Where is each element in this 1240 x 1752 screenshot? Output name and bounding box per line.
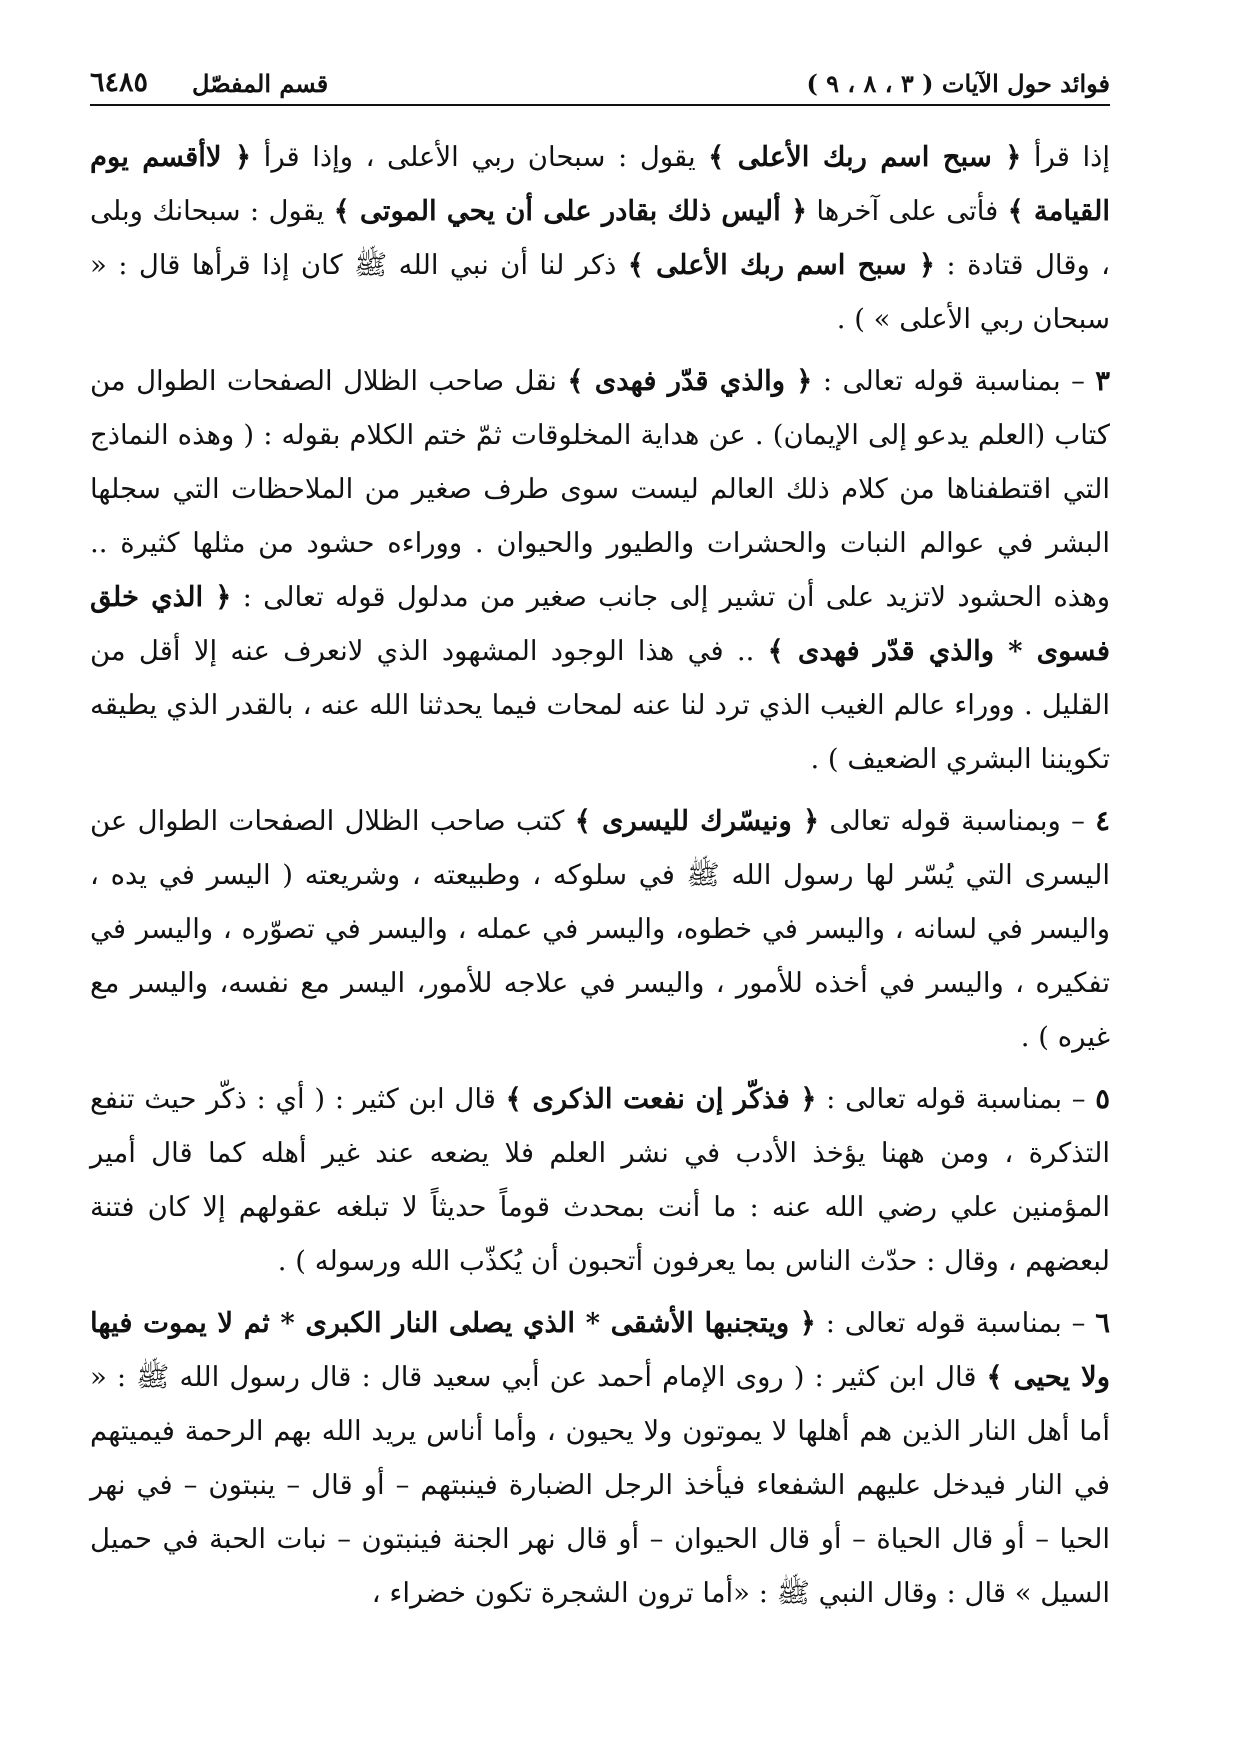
text-run: فأتى على آخرها	[807, 195, 1008, 227]
running-header	[90, 50, 1110, 106]
text-run: نقل صاحب الظلال الصفحات الطوال من كتاب (العلم يدعو إلى الإيمان) . عن هداية المخلوقات ثمّ ختم الكلام بقوله : ( وهذه النماذج التي اقتطفناها من كلام ذلك العالم ليست سوى طرف صغير من الملاحظات التي سجلها البشر في عوالم النبات والحشرات والطيور والحيوان . ووراءه حشود من مثلها كثيرة .. وهذه الحشود لاتزيد على أن تشير إلى جانب صغير من مدلول قوله تعالى :	[90, 365, 1110, 613]
text-run: .. في هذا الوجود المشهود الذي لانعرف عنه إلا أقل من القليل . ووراء عالم الغيب الذي ترد لنا عنه لمحات فيما يحدثنا الله عنه ، بالقدر الذي يطيقه تكويننا البشري الضعيف ) .	[90, 635, 1110, 775]
paragraph	[90, 794, 1110, 1064]
item-number: ٥	[1095, 1083, 1111, 1115]
header-section-title: فوائد حول الآيات ( ٣ ، ٨ ، ٩ )	[806, 69, 1110, 98]
text-run: – بمناسبة قوله تعالى :	[816, 1083, 1096, 1115]
quran-verse: ﴿ الذي خلق فسوى * والذي قدّر فهدى ﴾	[90, 581, 1110, 667]
header-left-group	[90, 67, 328, 98]
quran-verse: ﴿ ويتجنبها الأشقى * الذي يصلى النار الكبرى * ثم لا يموت فيها ولا يحيى ﴾	[90, 1307, 1110, 1393]
paragraph	[90, 130, 1110, 346]
text-run: يقول : سبحان ربي الأعلى ، وإذا قرأ	[251, 141, 709, 173]
quran-verse: ﴿ سبح اسم ربك الأعلى ﴾	[627, 249, 936, 281]
item-number: ٦	[1095, 1307, 1110, 1339]
text-run: – بمناسبة قوله تعالى :	[812, 365, 1096, 397]
book-page	[90, 50, 1110, 1700]
header-part-name: قسم المفصّل	[192, 69, 329, 98]
text-run: – بمناسبة قوله تعالى :	[815, 1307, 1096, 1339]
text-run: يقول : سبحانك وبلى ، وقال قتادة :	[90, 195, 1111, 281]
text-run: قال ابن كثير : ( أي : ذكّر حيث تنفع التذكرة ، ومن ههنا يؤخذ الأدب في نشر العلم فلا يضعه عند غير أهله كما قال أمير المؤمنين علي رضي الله عنه : ما أنت بمحدث قوماً حديثاً لا تبلغه عقولهم إلا كان فتنة لبعضهم ، وقال : حدّث الناس بما يعرفون أتحبون أن يُكذّب الله ورسوله ) .	[90, 1083, 1110, 1277]
quran-verse: ﴿ سبح اسم ربك الأعلى ﴾	[708, 141, 1022, 173]
quran-verse: ﴿ فذكّر إن نفعت الذكرى ﴾	[505, 1083, 817, 1115]
text-run: قال ابن كثير : ( روى الإمام أحمد عن أبي سعيد قال : قال رسول الله ﷺ : « أما أهل النار الذين هم أهلها لا يموتون ولا يحيون ، وأما أناس يريد الله بهم الرحمة فيميتهم في النار فيدخل عليهم الشفعاء فيأخذ الرجل الضبارة فينبتهم – أو قال – ينبتون – في نهر الحيا – أو قال الحياة – أو قال الحيوان – أو قال نهر الجنة فينبتون – نبات الحبة في حميل السيل » قال : وقال النبي ﷺ : «أما ترون الشجرة تكون خضراء ،	[90, 1361, 1110, 1609]
quran-verse: ﴿ والذي قدّر فهدى ﴾	[567, 365, 813, 397]
item-number: ٣	[1095, 365, 1110, 397]
quran-verse: ﴿ ونيسّرك لليسرى ﴾	[574, 805, 820, 837]
paragraph	[90, 1296, 1110, 1620]
text-run: إذا قرأ	[1021, 141, 1110, 173]
quran-verse: ﴿ أليس ذلك بقادر على أن يحي الموتى ﴾	[333, 195, 808, 227]
quran-verse: ﴿ لاأقسم يوم القيامة ﴾	[90, 141, 1110, 227]
body-text	[90, 130, 1110, 1620]
text-run: ذكر لنا أن نبي الله ﷺ كان إذا قرأها قال : « سبحان ربي الأعلى » ) .	[90, 249, 1110, 335]
page-number: ٦٤٨٥	[90, 67, 149, 98]
paragraph	[90, 1072, 1110, 1288]
paragraph	[90, 354, 1110, 786]
text-run: – وبمناسبة قوله تعالى	[819, 805, 1096, 837]
item-number: ٤	[1095, 805, 1110, 837]
text-run: كتب صاحب الظلال الصفحات الطوال عن اليسرى التي يُسّر لها رسول الله ﷺ في سلوكه ، وطبيعته ، وشريعته ( اليسر في يده ، واليسر في لسانه ، واليسر في خطوه، واليسر في عمله ، واليسر في تصوّره ، واليسر في تفكيره ، واليسر في أخذه للأمور ، واليسر في علاجه للأمور، اليسر مع نفسه، واليسر مع غيره ) .	[90, 805, 1110, 1053]
